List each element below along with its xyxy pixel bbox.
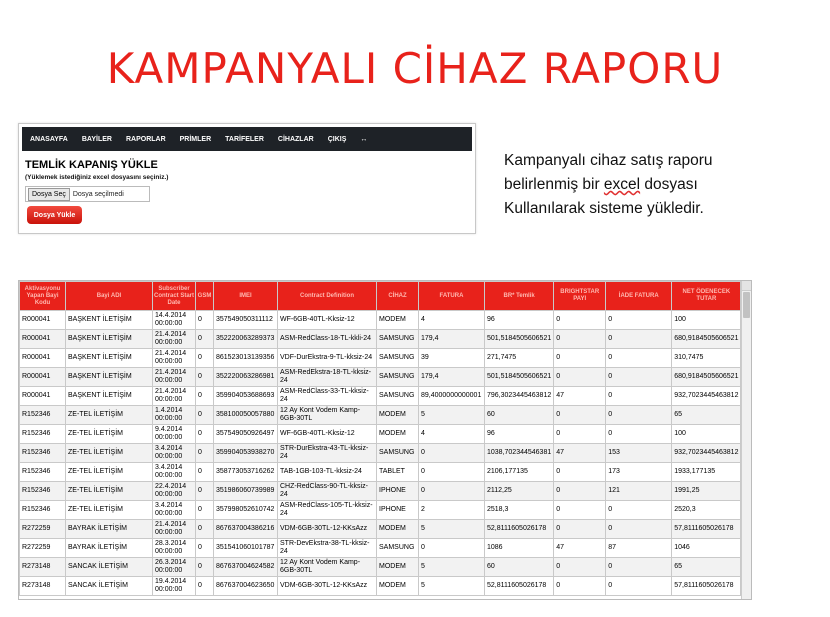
table-row bbox=[20, 539, 741, 558]
table-cell: 352220063286981 bbox=[214, 368, 278, 387]
table-cell: 57,8111605026178 bbox=[672, 520, 741, 539]
table-cell: R152346 bbox=[20, 406, 66, 425]
nav-item-raporlar[interactable]: RAPORLAR bbox=[125, 135, 166, 143]
table-cell: 2106,177135 bbox=[485, 463, 554, 482]
table-cell: VDM-6GB-30TL-12-KKsAzz bbox=[278, 577, 377, 596]
table-cell: SANCAK İLETİŞİM bbox=[66, 558, 153, 577]
table-cell: 96 bbox=[485, 311, 554, 330]
table-cell: 501,5184505606521 bbox=[485, 368, 554, 387]
table-cell: ASM-RedClass-105-TL-kksiz-24 bbox=[278, 501, 377, 520]
table-cell: 861523013139356 bbox=[214, 349, 278, 368]
table-cell: 0 bbox=[606, 349, 672, 368]
table-cell: MODEM bbox=[377, 406, 419, 425]
table-cell: 0 bbox=[419, 539, 485, 558]
column-header[interactable]: BR* Temlik bbox=[485, 282, 554, 311]
table-cell: 2112,25 bbox=[485, 482, 554, 501]
scroll-thumb[interactable] bbox=[743, 292, 750, 318]
table-row bbox=[20, 444, 741, 463]
table-cell: 57,8111605026178 bbox=[672, 577, 741, 596]
table-cell: 5 bbox=[419, 577, 485, 596]
table-cell: 0 bbox=[196, 539, 214, 558]
table-cell: ZE-TEL İLETİŞİM bbox=[66, 501, 153, 520]
table-cell: 359904053938270 bbox=[214, 444, 278, 463]
table-row bbox=[20, 368, 741, 387]
table-cell: 867637004624582 bbox=[214, 558, 278, 577]
table-cell: ZE-TEL İLETİŞİM bbox=[66, 425, 153, 444]
table-cell: R152346 bbox=[20, 425, 66, 444]
table-cell: IPHONE bbox=[377, 482, 419, 501]
table-cell: 932,7023445463812 bbox=[672, 444, 741, 463]
upload-title: TEMLİK KAPANIŞ YÜKLE bbox=[25, 159, 158, 171]
report-table bbox=[19, 281, 741, 596]
table-cell: 796,3023445463812 bbox=[485, 387, 554, 406]
table-cell: 0 bbox=[196, 330, 214, 349]
table-cell: 501,5184505606521 bbox=[485, 330, 554, 349]
nav-item-tarifeler[interactable]: TARİFELER bbox=[225, 135, 264, 143]
table-cell: 96 bbox=[485, 425, 554, 444]
table-cell: BAŞKENT İLETİŞİM bbox=[66, 368, 153, 387]
table-cell: 12 Ay Kont Vodem Kamp-6GB-30TL bbox=[278, 406, 377, 425]
description-line-1: Kampanyalı cihaz satış raporu bbox=[504, 152, 713, 169]
table-cell: 358100050057880 bbox=[214, 406, 278, 425]
nav-item-anasayfa[interactable]: ANASAYFA bbox=[30, 135, 68, 143]
table-cell: 5 bbox=[419, 558, 485, 577]
table-cell: STR-DevEkstra-38-TL-kksiz-24 bbox=[278, 539, 377, 558]
table-row bbox=[20, 577, 741, 596]
table-cell: BAYRAK İLETİŞİM bbox=[66, 520, 153, 539]
table-cell: 65 bbox=[672, 406, 741, 425]
table-row bbox=[20, 463, 741, 482]
table-cell: 357549050311112 bbox=[214, 311, 278, 330]
table-cell: BAŞKENT İLETİŞİM bbox=[66, 387, 153, 406]
table-cell: MODEM bbox=[377, 558, 419, 577]
table-cell: 0 bbox=[606, 558, 672, 577]
table-cell: 47 bbox=[554, 387, 606, 406]
top-nav bbox=[22, 127, 472, 151]
table-cell: 121 bbox=[606, 482, 672, 501]
table-cell: R152346 bbox=[20, 501, 66, 520]
table-cell: 87 bbox=[606, 539, 672, 558]
table-cell: 21.4.2014 00:00:00 bbox=[153, 349, 196, 368]
table-cell: 0 bbox=[606, 501, 672, 520]
column-header[interactable]: GSM bbox=[196, 282, 214, 311]
table-cell: ZE-TEL İLETİŞİM bbox=[66, 444, 153, 463]
table-cell: 153 bbox=[606, 444, 672, 463]
table-cell: 867637004386216 bbox=[214, 520, 278, 539]
table-cell: 0 bbox=[554, 311, 606, 330]
column-header[interactable]: CİHAZ bbox=[377, 282, 419, 311]
table-row bbox=[20, 330, 741, 349]
table-cell: ZE-TEL İLETİŞİM bbox=[66, 463, 153, 482]
table-cell: 3.4.2014 00:00:00 bbox=[153, 444, 196, 463]
table-cell: MODEM bbox=[377, 577, 419, 596]
table-cell: VDF-DurEkstra-9-TL-kksiz-24 bbox=[278, 349, 377, 368]
table-cell: ZE-TEL İLETİŞİM bbox=[66, 482, 153, 501]
upload-note: (Yüklemek istediğiniz excel dosyasını seçiniz.) bbox=[25, 174, 169, 181]
table-cell: 179,4 bbox=[419, 368, 485, 387]
table-cell: 60 bbox=[485, 558, 554, 577]
table-cell: 0 bbox=[419, 444, 485, 463]
table-cell: BAŞKENT İLETİŞİM bbox=[66, 311, 153, 330]
table-row bbox=[20, 501, 741, 520]
table-cell: 21.4.2014 00:00:00 bbox=[153, 368, 196, 387]
table-cell: 3.4.2014 00:00:00 bbox=[153, 501, 196, 520]
table-cell: 1991,25 bbox=[672, 482, 741, 501]
table-cell: 0 bbox=[196, 311, 214, 330]
table-cell: WF-6GB-40TL-Kksiz-12 bbox=[278, 311, 377, 330]
table-cell: 47 bbox=[554, 444, 606, 463]
table-cell: BAŞKENT İLETİŞİM bbox=[66, 349, 153, 368]
table-header-row bbox=[20, 282, 741, 311]
upload-panel bbox=[18, 123, 476, 234]
table-cell: R152346 bbox=[20, 482, 66, 501]
table-cell: 0 bbox=[606, 368, 672, 387]
table-cell: 22.4.2014 00:00:00 bbox=[153, 482, 196, 501]
table-cell: 0 bbox=[554, 577, 606, 596]
table-cell: 357549050926497 bbox=[214, 425, 278, 444]
table-body bbox=[20, 311, 741, 596]
table-cell: 14.4.2014 00:00:00 bbox=[153, 311, 196, 330]
table-cell: SAMSUNG bbox=[377, 539, 419, 558]
table-cell: 0 bbox=[196, 349, 214, 368]
table-cell: R152346 bbox=[20, 444, 66, 463]
table-cell: 1038,702344546381 bbox=[485, 444, 554, 463]
table-cell: SANCAK İLETİŞİM bbox=[66, 577, 153, 596]
table-cell: 932,7023445463812 bbox=[672, 387, 741, 406]
table-cell: 0 bbox=[419, 463, 485, 482]
table-cell: SAMSUNG bbox=[377, 330, 419, 349]
nav-item-bayiler[interactable]: BAYİLER bbox=[81, 135, 112, 143]
description-excel: excel bbox=[603, 176, 641, 193]
table-row bbox=[20, 482, 741, 501]
resize-arrows-icon[interactable]: ↔ bbox=[360, 135, 368, 143]
table-cell: R000041 bbox=[20, 330, 66, 349]
table-cell: STR-DurEkstra-43-TL-kksiz-24 bbox=[278, 444, 377, 463]
table-cell: 0 bbox=[196, 387, 214, 406]
table-cell: 0 bbox=[554, 558, 606, 577]
table-cell: 4 bbox=[419, 311, 485, 330]
table-cell: IPHONE bbox=[377, 501, 419, 520]
table-cell: SAMSUNG bbox=[377, 349, 419, 368]
table-cell: 680,9184505606521 bbox=[672, 368, 741, 387]
table-cell: R152346 bbox=[20, 463, 66, 482]
table-cell: 0 bbox=[554, 349, 606, 368]
table-cell: 0 bbox=[196, 463, 214, 482]
table-cell: ZE-TEL İLETİŞİM bbox=[66, 406, 153, 425]
table-cell: 351986060739989 bbox=[214, 482, 278, 501]
table-cell: 357998052610742 bbox=[214, 501, 278, 520]
table-cell: 65 bbox=[672, 558, 741, 577]
nav-item-primler[interactable]: PRİMLER bbox=[179, 135, 212, 143]
table-cell: 0 bbox=[554, 463, 606, 482]
table-cell: 0 bbox=[606, 406, 672, 425]
table-row bbox=[20, 520, 741, 539]
table-cell: 1046 bbox=[672, 539, 741, 558]
table-cell: 0 bbox=[554, 406, 606, 425]
table-cell: 0 bbox=[606, 330, 672, 349]
table-cell: SAMSUNG bbox=[377, 368, 419, 387]
table-cell: 26.3.2014 00:00:00 bbox=[153, 558, 196, 577]
table-row bbox=[20, 311, 741, 330]
column-header[interactable]: NET ÖDENECEK TUTAR bbox=[672, 282, 741, 311]
upload-button[interactable]: Dosya Yükle bbox=[27, 206, 82, 224]
scroll-up-icon[interactable] bbox=[742, 281, 751, 291]
column-header[interactable]: Subscriber Contract Start Date bbox=[153, 282, 196, 311]
table-cell: 1933,177135 bbox=[672, 463, 741, 482]
table-cell: R272259 bbox=[20, 520, 66, 539]
table-cell: 0 bbox=[196, 577, 214, 596]
table-cell: 0 bbox=[196, 501, 214, 520]
column-header[interactable]: Aktivasyonu Yapan Bayi Kodu bbox=[20, 282, 66, 311]
table-cell: 0 bbox=[606, 311, 672, 330]
table-cell: BAŞKENT İLETİŞİM bbox=[66, 330, 153, 349]
table-cell: 680,9184505606521 bbox=[672, 330, 741, 349]
table-cell: 0 bbox=[554, 482, 606, 501]
table-cell: 0 bbox=[196, 444, 214, 463]
table-cell: 100 bbox=[672, 425, 741, 444]
column-header[interactable]: İADE FATURA bbox=[606, 282, 672, 311]
table-cell: 12 Ay Kont Vodem Kamp-6GB-30TL bbox=[278, 558, 377, 577]
table-cell: 9.4.2014 00:00:00 bbox=[153, 425, 196, 444]
table-cell: 0 bbox=[554, 425, 606, 444]
table-cell: ASM-RedEkstra-18-TL-kksiz-24 bbox=[278, 368, 377, 387]
table-cell: BAYRAK İLETİŞİM bbox=[66, 539, 153, 558]
table-cell: 271,7475 bbox=[485, 349, 554, 368]
table-cell: 0 bbox=[554, 368, 606, 387]
table-cell: 1086 bbox=[485, 539, 554, 558]
description bbox=[504, 149, 804, 221]
table-cell: 358773053716262 bbox=[214, 463, 278, 482]
table-cell: 0 bbox=[196, 520, 214, 539]
column-header[interactable]: IMEI bbox=[214, 282, 278, 311]
table-cell: 0 bbox=[554, 520, 606, 539]
table-cell: MODEM bbox=[377, 520, 419, 539]
table-cell: 0 bbox=[196, 425, 214, 444]
table-cell: 351541060101787 bbox=[214, 539, 278, 558]
table-cell: WF-6GB-40TL-Kksiz-12 bbox=[278, 425, 377, 444]
table-cell: 2 bbox=[419, 501, 485, 520]
table-cell: SAMSUNG bbox=[377, 444, 419, 463]
table-cell: R000041 bbox=[20, 368, 66, 387]
report-table-view bbox=[18, 280, 752, 600]
table-cell: SAMSUNG bbox=[377, 387, 419, 406]
table-row bbox=[20, 387, 741, 406]
table-cell: ASM-RedClass-33-TL-kksiz-24 bbox=[278, 387, 377, 406]
description-line-2 bbox=[504, 173, 804, 197]
table-cell: 0 bbox=[606, 425, 672, 444]
table-cell: 52,8111605026178 bbox=[485, 577, 554, 596]
description-line-2a: belirlenmiş bir bbox=[504, 176, 604, 193]
table-cell: 0 bbox=[554, 330, 606, 349]
table-cell: R000041 bbox=[20, 387, 66, 406]
table-cell: 2518,3 bbox=[485, 501, 554, 520]
table-cell: 0 bbox=[196, 482, 214, 501]
table-cell: MODEM bbox=[377, 311, 419, 330]
table-cell: 4 bbox=[419, 425, 485, 444]
column-header[interactable]: Contract Definition bbox=[278, 282, 377, 311]
table-cell: VDM-6GB-30TL-12-KKsAzz bbox=[278, 520, 377, 539]
table-cell: 21.4.2014 00:00:00 bbox=[153, 520, 196, 539]
table-cell: 173 bbox=[606, 463, 672, 482]
table-cell: 0 bbox=[196, 368, 214, 387]
table-cell: 21.4.2014 00:00:00 bbox=[153, 330, 196, 349]
table-cell: 310,7475 bbox=[672, 349, 741, 368]
table-cell: 21.4.2014 00:00:00 bbox=[153, 387, 196, 406]
table-cell: 28.3.2014 00:00:00 bbox=[153, 539, 196, 558]
table-row bbox=[20, 406, 741, 425]
description-line-3: Kullanılarak sisteme yükledir. bbox=[504, 200, 704, 217]
table-cell: 0 bbox=[606, 387, 672, 406]
column-header[interactable]: FATURA bbox=[419, 282, 485, 311]
column-header[interactable]: BRIGHTSTAR PAYI bbox=[554, 282, 606, 311]
table-cell: 47 bbox=[554, 539, 606, 558]
file-input[interactable] bbox=[25, 186, 150, 202]
table-cell: 359904053688693 bbox=[214, 387, 278, 406]
table-cell: CHZ-RedClass-90-TL-kksiz-24 bbox=[278, 482, 377, 501]
table-cell: R000041 bbox=[20, 311, 66, 330]
table-cell: 39 bbox=[419, 349, 485, 368]
description-line-2c: dosyası bbox=[640, 176, 698, 193]
table-cell: 0 bbox=[196, 406, 214, 425]
table-cell: 3.4.2014 00:00:00 bbox=[153, 463, 196, 482]
column-header[interactable]: Bayi ADI bbox=[66, 282, 153, 311]
slide-title: KAMPANYALI CİHAZ RAPORU bbox=[106, 44, 724, 93]
table-cell: R272259 bbox=[20, 539, 66, 558]
vertical-scrollbar[interactable] bbox=[741, 281, 751, 599]
table-cell: 100 bbox=[672, 311, 741, 330]
table-row bbox=[20, 349, 741, 368]
choose-file-button[interactable]: Dosya Seç bbox=[28, 188, 70, 201]
table-cell: 867637004623650 bbox=[214, 577, 278, 596]
table-cell: 179,4 bbox=[419, 330, 485, 349]
table-cell: ASM-RedClass-18-TL-kkli-24 bbox=[278, 330, 377, 349]
table-cell: 0 bbox=[419, 482, 485, 501]
table-cell: 89,4000000000001 bbox=[419, 387, 485, 406]
table-cell: TABLET bbox=[377, 463, 419, 482]
table-cell: 0 bbox=[196, 558, 214, 577]
table-cell: TAB-1GB-103-TL-kksiz-24 bbox=[278, 463, 377, 482]
table-cell: 0 bbox=[554, 501, 606, 520]
table-cell: 5 bbox=[419, 520, 485, 539]
nav-item-cihazlar[interactable]: CİHAZLAR bbox=[277, 135, 314, 143]
table-row bbox=[20, 558, 741, 577]
table-cell: 52,8111605026178 bbox=[485, 520, 554, 539]
table-cell: MODEM bbox=[377, 425, 419, 444]
table-cell: 5 bbox=[419, 406, 485, 425]
table-cell: R273148 bbox=[20, 577, 66, 596]
table-cell: 0 bbox=[606, 520, 672, 539]
table-cell: 19.4.2014 00:00:00 bbox=[153, 577, 196, 596]
table-cell: R273148 bbox=[20, 558, 66, 577]
nav-item-cikis[interactable]: ÇIKIŞ bbox=[327, 135, 347, 143]
table-cell: R000041 bbox=[20, 349, 66, 368]
table-cell: 352220063289373 bbox=[214, 330, 278, 349]
table-cell: 60 bbox=[485, 406, 554, 425]
table-row bbox=[20, 425, 741, 444]
table-cell: 0 bbox=[606, 577, 672, 596]
table-cell: 1.4.2014 00:00:00 bbox=[153, 406, 196, 425]
file-status: Dosya seçilmedi bbox=[72, 190, 124, 198]
table-cell: 2520,3 bbox=[672, 501, 741, 520]
